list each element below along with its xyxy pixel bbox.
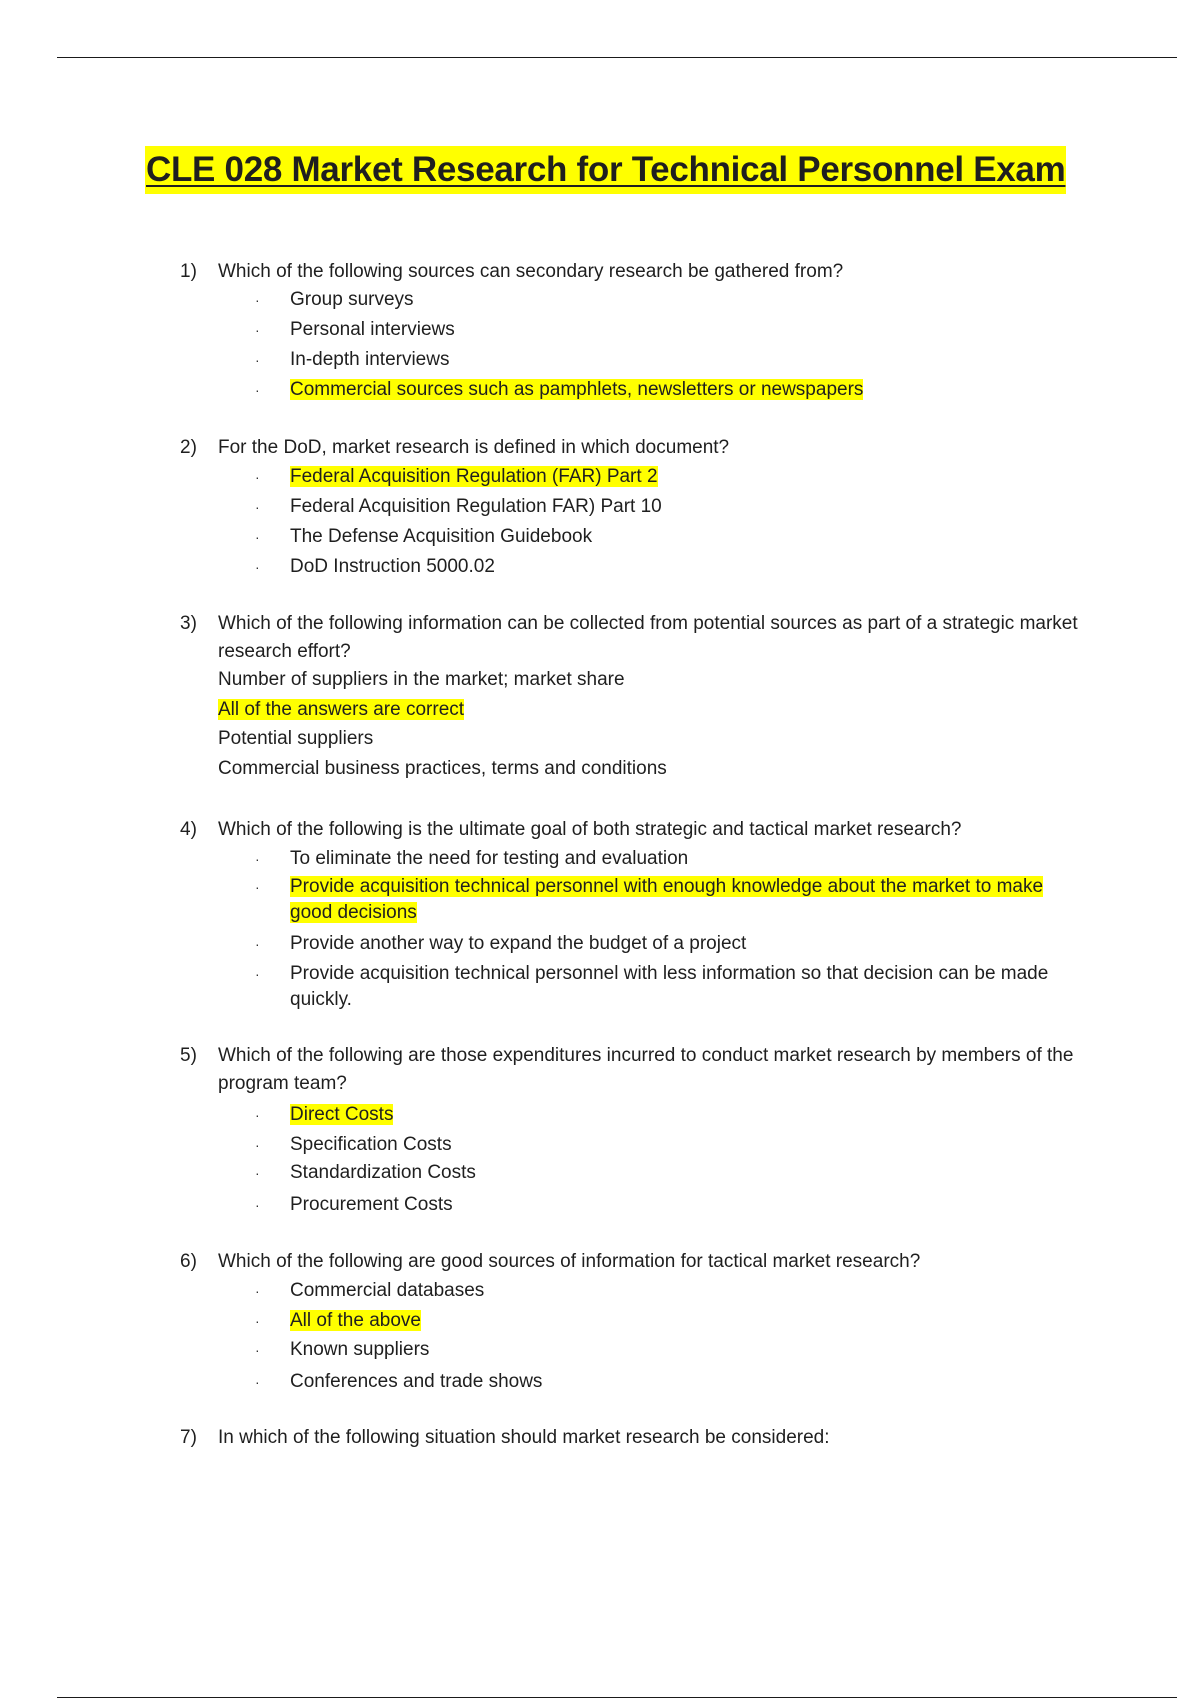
bullet: · bbox=[255, 529, 260, 545]
option: Procurement Costs bbox=[290, 1194, 453, 1215]
option: The Defense Acquisition Guidebook bbox=[290, 526, 593, 547]
option: To eliminate the need for testing and evaluation bbox=[290, 848, 689, 869]
option: In-depth interviews bbox=[290, 349, 450, 370]
option: Specification Costs bbox=[290, 1134, 452, 1155]
option: DoD Instruction 5000.02 bbox=[290, 556, 495, 577]
question-number: 5) bbox=[180, 1045, 197, 1066]
bullet: · bbox=[255, 879, 260, 895]
option: Federal Acquisition Regulation FAR) Part 10 bbox=[290, 496, 662, 517]
question-number: 7) bbox=[180, 1427, 197, 1448]
bullet: · bbox=[255, 322, 260, 338]
question-number: 1) bbox=[180, 261, 197, 282]
question-text: Which of the following information can be collected from potential sources as part of a strategic market research effort? bbox=[218, 613, 1078, 662]
bullet: · bbox=[255, 1107, 260, 1123]
bullet: · bbox=[255, 1197, 260, 1213]
question-text: Which of the following sources can secondary research be gathered from? bbox=[218, 261, 844, 282]
bullet: · bbox=[255, 936, 260, 952]
option: Provide acquisition technical personnel with less information so that decision can be made quickly. bbox=[290, 963, 1049, 1010]
bullet: · bbox=[255, 352, 260, 368]
option: Conferences and trade shows bbox=[290, 1371, 543, 1392]
option: Standardization Costs bbox=[290, 1162, 476, 1183]
question-text: Which of the following are good sources of information for tactical market research? bbox=[218, 1251, 921, 1272]
bullet: · bbox=[255, 469, 260, 485]
question-text: Which of the following are those expenditures incurred to conduct market research by members of the program team? bbox=[218, 1045, 1074, 1094]
bullet: · bbox=[255, 1374, 260, 1390]
option: Group surveys bbox=[290, 289, 414, 310]
question-number: 2) bbox=[180, 437, 197, 458]
question-text: In which of the following situation should market research be considered: bbox=[218, 1427, 830, 1448]
option-correct: Provide acquisition technical personnel with enough knowledge about the market to make good decisions bbox=[290, 876, 1044, 923]
bullet: · bbox=[255, 382, 260, 398]
option: Personal interviews bbox=[290, 319, 455, 340]
option-correct: All of the above bbox=[290, 1310, 421, 1331]
document-title: CLE 028 Market Research for Technical Personnel Exam bbox=[145, 146, 1066, 194]
bullet: · bbox=[255, 851, 260, 867]
bullet: · bbox=[255, 499, 260, 515]
bullet: · bbox=[255, 1283, 260, 1299]
option: Commercial business practices, terms and conditions bbox=[218, 758, 667, 779]
option-correct: All of the answers are correct bbox=[218, 699, 465, 720]
option-correct: Commercial sources such as pamphlets, newsletters or newspapers bbox=[290, 379, 864, 400]
question-number: 4) bbox=[180, 819, 197, 840]
option: Known suppliers bbox=[290, 1339, 430, 1360]
bullet: · bbox=[255, 1165, 260, 1181]
footer-rule bbox=[57, 1697, 1177, 1698]
bullet: · bbox=[255, 1342, 260, 1358]
header-rule bbox=[57, 57, 1177, 58]
bullet: · bbox=[255, 292, 260, 308]
option: Number of suppliers in the market; market share bbox=[218, 669, 625, 690]
option: Potential suppliers bbox=[218, 728, 374, 749]
question-text: For the DoD, market research is defined in which document? bbox=[218, 437, 730, 458]
option-correct: Federal Acquisition Regulation (FAR) Part 2 bbox=[290, 466, 658, 487]
bullet: · bbox=[255, 1137, 260, 1153]
option: Provide another way to expand the budget of a project bbox=[290, 933, 747, 954]
bullet: · bbox=[255, 559, 260, 575]
bullet: · bbox=[255, 966, 260, 982]
option-correct: Direct Costs bbox=[290, 1104, 394, 1125]
question-number: 6) bbox=[180, 1251, 197, 1272]
bullet: · bbox=[255, 1313, 260, 1329]
question-text: Which of the following is the ultimate goal of both strategic and tactical market research? bbox=[218, 819, 962, 840]
option: Commercial databases bbox=[290, 1280, 485, 1301]
question-number: 3) bbox=[180, 613, 197, 634]
